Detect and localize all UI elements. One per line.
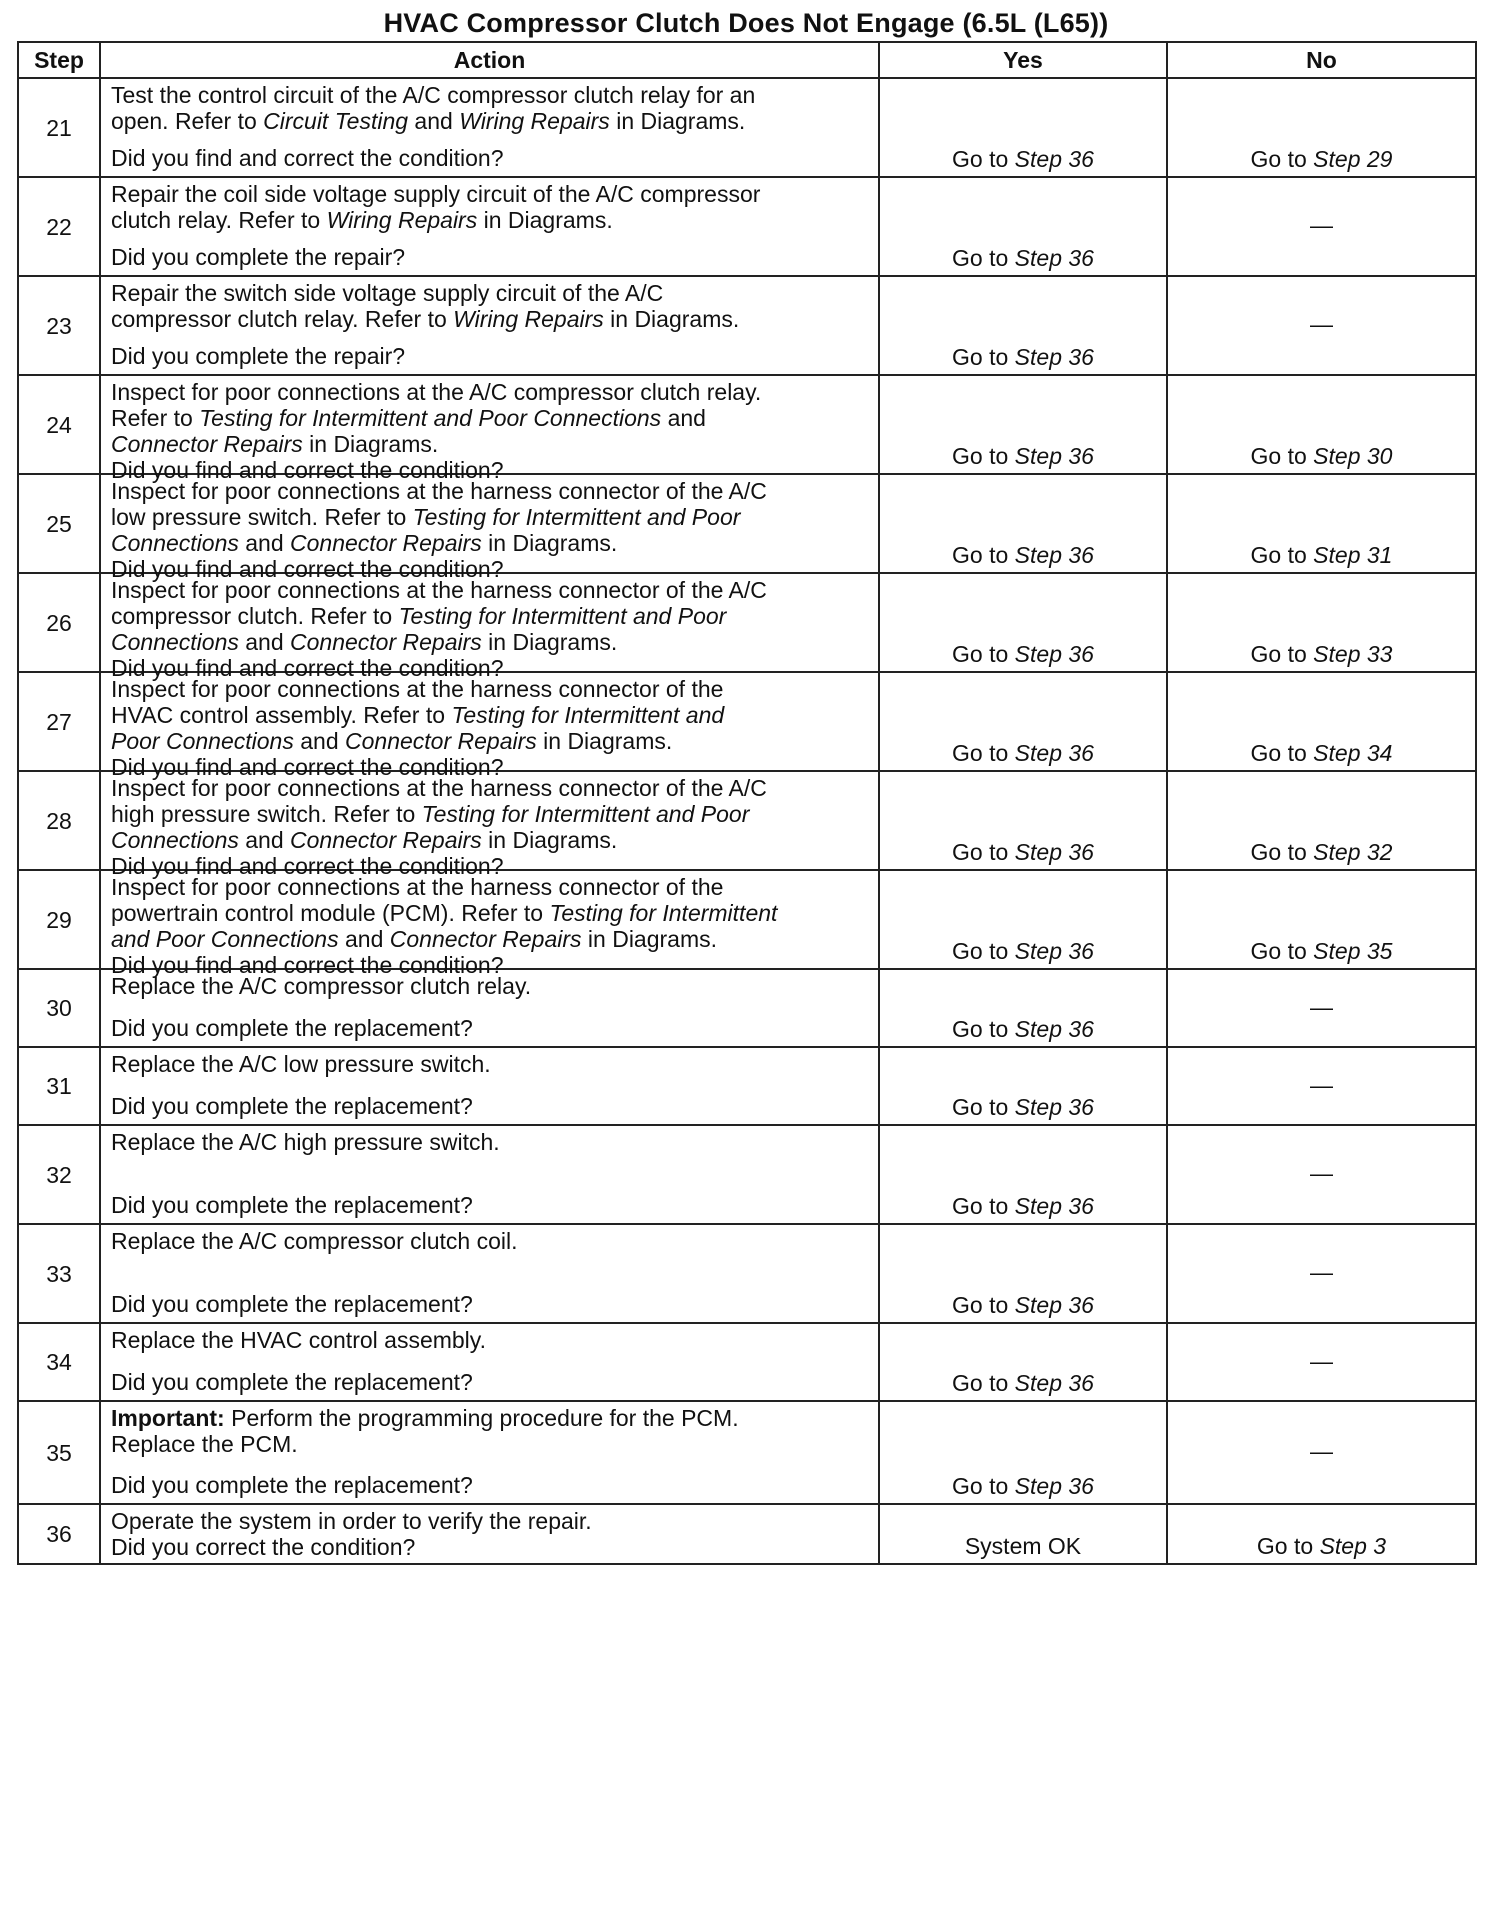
action-cell (100, 78, 879, 177)
action-text-line (111, 280, 870, 306)
yes-outcome (879, 771, 1167, 870)
step-number: 32 (18, 1125, 100, 1224)
step-number: 29 (18, 870, 100, 969)
action-cell (100, 1125, 879, 1224)
action-text: powertrain control module (PCM). Refer to (111, 900, 550, 926)
no-outcome (1167, 474, 1476, 573)
goto-step-ref: Step 36 (1014, 1292, 1094, 1318)
action-text-line (111, 530, 870, 556)
action-text: in Diagrams. (609, 108, 746, 134)
goto-prefix: Go to (952, 1292, 1015, 1318)
yes-outcome (879, 1504, 1167, 1564)
goto-step-ref: Step 35 (1313, 938, 1393, 964)
step-number: 31 (18, 1047, 100, 1125)
table-row (18, 78, 1476, 177)
goto-step-ref: Step 32 (1313, 839, 1393, 865)
table-row (18, 1504, 1476, 1564)
reference-link-text: Testing for Intermittent (549, 900, 778, 926)
goto-prefix: Go to (952, 1016, 1015, 1042)
goto-prefix: Go to (952, 344, 1015, 370)
action-question: Did you find and correct the condition? (111, 655, 504, 681)
action-text: Inspect for poor connections at the A/C compressor clutch relay. (111, 379, 762, 405)
action-text-line (111, 775, 870, 801)
action-question: Did you complete the replacement? (111, 1015, 473, 1041)
goto-step-ref: Step 36 (1014, 1473, 1094, 1499)
action-text: in Diagrams. (302, 431, 439, 457)
action-text: Repair the coil side voltage supply circuit of the A/C compressor (111, 181, 761, 207)
action-text: Perform the programming procedure for the PCM. (224, 1405, 739, 1431)
action-question: Did you find and correct the condition? (111, 853, 504, 879)
goto-prefix: Go to (1250, 146, 1314, 172)
action-cell (100, 177, 879, 276)
goto-step-ref: Step 36 (1014, 1016, 1094, 1042)
no-outcome (1167, 1401, 1476, 1504)
action-question: Did you complete the replacement? (111, 1369, 473, 1395)
reference-link-text: Testing for Intermittent and Poor Connections (199, 405, 662, 431)
action-text: compressor clutch. Refer to (111, 603, 399, 629)
yes-outcome (879, 870, 1167, 969)
no-outcome (1167, 1504, 1476, 1564)
goto-prefix: Go to (1250, 938, 1314, 964)
goto-prefix: Go to (1250, 443, 1314, 469)
no-outcome (1167, 375, 1476, 474)
step-number: 22 (18, 177, 100, 276)
action-question: Did you complete the replacement? (111, 1192, 473, 1218)
action-cell (100, 1504, 879, 1564)
reference-link-text: Testing for Intermittent and (451, 702, 725, 728)
table-row (18, 870, 1476, 969)
goto-prefix: Go to (1250, 542, 1314, 568)
reference-link-text: Connector Repairs (290, 827, 482, 853)
goto-prefix: Go to (952, 1370, 1015, 1396)
goto-step-ref: Step 29 (1313, 146, 1393, 172)
step-number: 36 (18, 1504, 100, 1564)
reference-link-text: Connections (111, 629, 239, 655)
action-text: Operate the system in order to verify the repair. (111, 1508, 592, 1534)
yes-outcome (879, 672, 1167, 771)
action-text-line (111, 504, 870, 530)
yes-outcome (879, 78, 1167, 177)
action-text: and (238, 530, 291, 556)
action-text: Replace the A/C compressor clutch coil. (111, 1228, 518, 1254)
goto-prefix: Go to (952, 146, 1015, 172)
goto-prefix: Go to (1250, 740, 1314, 766)
action-text: in Diagrams. (481, 629, 618, 655)
reference-link-text: Circuit Testing (263, 108, 409, 134)
action-text-line (111, 874, 870, 900)
no-outcome (1167, 870, 1476, 969)
action-question: Did you complete the replacement? (111, 1472, 473, 1498)
no-outcome (1167, 1125, 1476, 1224)
goto-step-ref: Step 36 (1014, 938, 1094, 964)
reference-link-text: Wiring Repairs (453, 306, 604, 332)
yes-outcome (879, 276, 1167, 375)
action-text: clutch relay. Refer to (111, 207, 327, 233)
action-cell (100, 1401, 879, 1504)
outcome-text: System OK (964, 1533, 1082, 1559)
action-question: Did you complete the repair? (111, 343, 406, 369)
action-text: in Diagrams. (481, 530, 618, 556)
goto-prefix: Go to (1250, 839, 1314, 865)
reference-link-text: Connector Repairs (345, 728, 537, 754)
action-text: Refer to (111, 405, 200, 431)
reference-link-text: Testing for Intermittent and Poor (412, 504, 741, 530)
header-no: No (1167, 42, 1476, 78)
dash-mark: — (1310, 1071, 1333, 1098)
action-text-line (111, 801, 870, 827)
no-outcome (1167, 573, 1476, 672)
no-outcome (1167, 672, 1476, 771)
action-text: Inspect for poor connections at the harness connector of the A/C (111, 577, 767, 603)
step-number: 33 (18, 1224, 100, 1323)
action-cell (100, 870, 879, 978)
step-number: 25 (18, 474, 100, 573)
table-row (18, 1125, 1476, 1224)
action-text: and (408, 108, 460, 134)
action-question: Did you find and correct the condition? (111, 556, 504, 582)
goto-step-ref: Step 36 (1014, 245, 1094, 271)
table-row (18, 1401, 1476, 1504)
action-text-line (111, 82, 870, 108)
table-row (18, 573, 1476, 672)
action-question: Did you find and correct the condition? (111, 145, 504, 171)
table-row (18, 672, 1476, 771)
action-text-line (111, 1129, 870, 1155)
goto-step-ref: Step 36 (1014, 443, 1094, 469)
goto-step-ref: Step 36 (1014, 1370, 1094, 1396)
table-row (18, 474, 1476, 573)
action-cell (100, 1047, 879, 1125)
step-number: 21 (18, 78, 100, 177)
action-text: and (338, 926, 390, 952)
no-outcome (1167, 969, 1476, 1047)
goto-prefix: Go to (1250, 641, 1314, 667)
step-number: 34 (18, 1323, 100, 1401)
goto-prefix: Go to (952, 1193, 1015, 1219)
reference-link-text: Wiring Repairs (326, 207, 478, 233)
action-text: high pressure switch. Refer to (111, 801, 422, 827)
yes-outcome (879, 573, 1167, 672)
action-text: compressor clutch relay. Refer to (111, 306, 454, 332)
reference-link-text: Testing for Intermittent and Poor (398, 603, 727, 629)
action-text: Repair the switch side voltage supply circuit of the A/C (111, 280, 664, 306)
goto-step-ref: Step 31 (1313, 542, 1393, 568)
goto-step-ref: Step 36 (1014, 542, 1094, 568)
action-text: Replace the A/C compressor clutch relay. (111, 973, 532, 999)
goto-prefix: Go to (952, 839, 1015, 865)
action-text-line (111, 431, 870, 457)
page-title: HVAC Compressor Clutch Does Not Engage (6.5L (L65)) (383, 8, 1109, 38)
action-text: and (238, 629, 291, 655)
action-text-line (111, 1051, 870, 1077)
action-question: Did you find and correct the condition? (111, 754, 504, 780)
reference-link-text: Wiring Repairs (459, 108, 610, 134)
step-number: 23 (18, 276, 100, 375)
action-text-line (111, 1327, 870, 1353)
action-text-line (111, 108, 870, 134)
goto-step-ref: Step 34 (1313, 740, 1393, 766)
step-number: 26 (18, 573, 100, 672)
yes-outcome (879, 474, 1167, 573)
action-text-line (111, 900, 870, 926)
no-outcome (1167, 771, 1476, 870)
action-text: HVAC control assembly. Refer to (111, 702, 452, 728)
action-cell (100, 1224, 879, 1323)
yes-outcome (879, 1047, 1167, 1125)
dash-mark: — (1310, 311, 1333, 337)
action-cell (100, 771, 879, 879)
action-cell (100, 1323, 879, 1401)
action-text-line (111, 973, 870, 999)
action-cell (100, 573, 879, 681)
diagnostic-table (17, 41, 1477, 1565)
reference-link-text: Connections (111, 827, 239, 853)
action-text: Inspect for poor connections at the harness connector of the (111, 676, 724, 702)
action-text: Replace the PCM. (111, 1431, 298, 1457)
action-text-line (111, 926, 870, 952)
no-outcome (1167, 1224, 1476, 1323)
action-text-line (111, 1228, 870, 1254)
action-cell (100, 474, 879, 582)
action-question: Did you find and correct the condition? (111, 952, 504, 978)
no-outcome (1167, 276, 1476, 375)
action-text-line (111, 1405, 870, 1431)
goto-prefix: Go to (952, 542, 1015, 568)
goto-step-ref: Step 36 (1014, 344, 1094, 370)
action-text: Inspect for poor connections at the harness connector of the A/C (111, 775, 767, 801)
action-text: Test the control circuit of the A/C compressor clutch relay for an (111, 82, 756, 108)
no-outcome (1167, 1047, 1476, 1125)
action-text-line (111, 478, 870, 504)
action-text-line (111, 306, 870, 332)
no-outcome (1167, 78, 1476, 177)
dash-mark: — (1310, 1347, 1333, 1374)
yes-outcome (879, 177, 1167, 276)
goto-step-ref: Step 36 (1014, 740, 1094, 766)
action-text-line (111, 405, 870, 431)
action-text: Inspect for poor connections at the harness connector of the (111, 874, 724, 900)
step-number: 24 (18, 375, 100, 474)
action-text: in Diagrams. (603, 306, 740, 332)
table-row (18, 375, 1476, 474)
action-text: in Diagrams. (481, 827, 618, 853)
action-question: Did you correct the condition? (111, 1534, 416, 1560)
action-text: and (238, 827, 291, 853)
action-text: Replace the A/C high pressure switch. (111, 1129, 500, 1155)
action-text-line (111, 379, 870, 405)
yes-outcome (879, 1125, 1167, 1224)
reference-link-text: Poor Connections (111, 728, 294, 754)
goto-prefix: Go to (952, 1094, 1015, 1120)
goto-step-ref: Step 36 (1014, 1193, 1094, 1219)
reference-link-text: Connector Repairs (111, 431, 303, 457)
action-text: Inspect for poor connections at the harness connector of the A/C (111, 478, 767, 504)
dash-mark: — (1310, 1160, 1333, 1186)
step-number: 35 (18, 1401, 100, 1504)
goto-prefix: Go to (952, 641, 1015, 667)
step-number: 30 (18, 969, 100, 1047)
goto-prefix: Go to (952, 443, 1015, 469)
action-text: Replace the A/C low pressure switch. (111, 1051, 491, 1077)
action-text: in Diagrams. (477, 207, 613, 233)
step-number: 28 (18, 771, 100, 870)
action-question: Did you complete the replacement? (111, 1093, 473, 1119)
goto-prefix: Go to (1256, 1533, 1320, 1559)
action-question: Did you find and correct the condition? (111, 457, 504, 483)
table-row (18, 1323, 1476, 1401)
table-row (18, 276, 1476, 375)
action-text: Replace the HVAC control assembly. (111, 1327, 486, 1353)
reference-link-text: Connector Repairs (389, 926, 582, 952)
yes-outcome (879, 1401, 1167, 1504)
action-question: Did you complete the replacement? (111, 1291, 473, 1317)
table-body (18, 78, 1476, 1564)
yes-outcome (879, 1224, 1167, 1323)
action-cell (100, 375, 879, 483)
action-text-line (111, 676, 870, 702)
action-text: and (293, 728, 345, 754)
action-text-line (111, 207, 870, 233)
action-cell (100, 969, 879, 1047)
goto-step-ref: Step 36 (1014, 146, 1094, 172)
reference-link-text: Testing for Intermittent and Poor (421, 801, 750, 827)
header-yes: Yes (879, 42, 1167, 78)
dash-mark: — (1310, 1438, 1333, 1464)
action-text: and (661, 405, 706, 431)
goto-prefix: Go to (952, 245, 1015, 271)
action-text-line (111, 629, 870, 655)
goto-prefix: Go to (952, 740, 1015, 766)
goto-prefix: Go to (952, 938, 1015, 964)
action-text: in Diagrams. (536, 728, 673, 754)
action-text-line (111, 1431, 870, 1457)
table-row (18, 969, 1476, 1047)
dash-mark: — (1310, 993, 1333, 1020)
action-text-line (111, 181, 870, 207)
goto-step-ref: Step 36 (1014, 641, 1094, 667)
action-text-line (111, 827, 870, 853)
no-outcome (1167, 177, 1476, 276)
action-text-line (111, 1508, 870, 1534)
table-row (18, 1224, 1476, 1323)
reference-link-text: Connections (111, 530, 239, 556)
goto-prefix: Go to (952, 1473, 1015, 1499)
yes-outcome (879, 969, 1167, 1047)
important-label: Important: (111, 1405, 225, 1431)
table-header-row (18, 42, 1476, 78)
no-outcome (1167, 1323, 1476, 1401)
action-text-line (111, 702, 870, 728)
action-text: open. Refer to (111, 108, 264, 134)
action-cell (100, 672, 879, 780)
goto-step-ref: Step 36 (1014, 839, 1094, 865)
action-text-line (111, 728, 870, 754)
action-cell (100, 276, 879, 375)
action-text: low pressure switch. Refer to (111, 504, 413, 530)
table-row (18, 771, 1476, 870)
header-action: Action (100, 42, 879, 78)
yes-outcome (879, 1323, 1167, 1401)
step-number: 27 (18, 672, 100, 771)
yes-outcome (879, 375, 1167, 474)
goto-step-ref: Step 33 (1313, 641, 1393, 667)
goto-step-ref: Step 36 (1014, 1094, 1094, 1120)
action-text-line (111, 603, 870, 629)
action-text: in Diagrams. (581, 926, 718, 952)
reference-link-text: Connector Repairs (290, 530, 482, 556)
reference-link-text: Connector Repairs (290, 629, 482, 655)
dash-mark: — (1310, 212, 1333, 238)
dash-mark: — (1310, 1259, 1333, 1285)
goto-step-ref: Step 30 (1313, 443, 1393, 469)
table-row (18, 177, 1476, 276)
goto-step-ref: Step 3 (1319, 1533, 1387, 1559)
reference-link-text: and Poor Connections (111, 926, 339, 952)
action-text-line (111, 577, 870, 603)
action-question: Did you complete the repair? (111, 244, 406, 270)
table-row (18, 1047, 1476, 1125)
header-step: Step (18, 42, 100, 78)
